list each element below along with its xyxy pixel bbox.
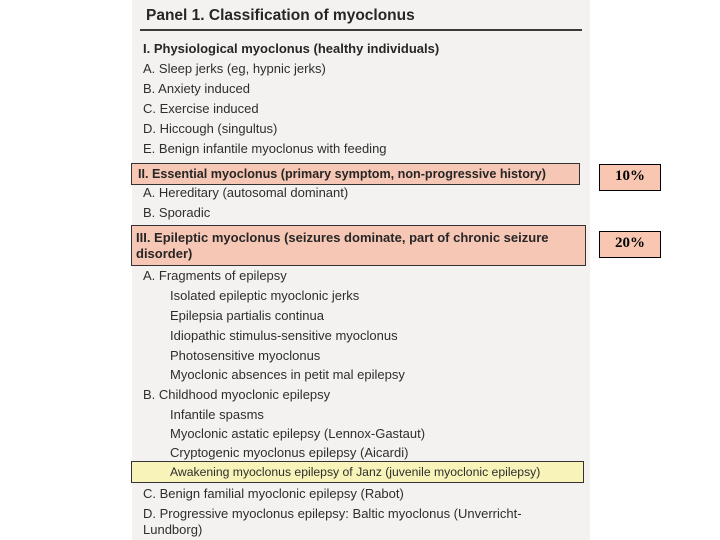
list-item: B. Childhood myoclonic epilepsy xyxy=(143,387,331,402)
list-item: Myoclonic astatic epilepsy (Lennox-Gastaut) xyxy=(170,426,426,441)
list-item: A. Fragments of epilepsy xyxy=(143,268,287,283)
list-item: Isolated epileptic myoclonic jerks xyxy=(170,288,360,303)
list-item: Epilepsia partialis continua xyxy=(170,308,324,323)
section-epileptic-heading: III. Epileptic myoclonus (seizures dominate, part of chronic seizure disorder) xyxy=(136,230,549,261)
list-item: C. Exercise induced xyxy=(143,101,259,116)
section-physiological-heading: I. Physiological myoclonus (healthy individuals) xyxy=(143,41,440,56)
list-item: Myoclonic absences in petit mal epilepsy xyxy=(170,367,405,382)
list-item: D. Hiccough (singultus) xyxy=(143,121,278,136)
epileptic-percentage-badge: 20% xyxy=(599,231,661,258)
list-item: Idiopathic stimulus-sensitive myoclonus xyxy=(170,328,398,343)
list-item: Infantile spasms xyxy=(170,407,264,422)
essential-percentage-badge: 10% xyxy=(599,164,661,191)
panel-title: Panel 1. Classification of myoclonus xyxy=(146,7,415,24)
section-essential-heading: II. Essential myoclonus (primary symptom, non-progressive history) xyxy=(138,167,546,181)
list-item: Photosensitive myoclonus xyxy=(170,348,321,363)
list-item: A. Sleep jerks (eg, hypnic jerks) xyxy=(143,61,326,76)
list-item: Awakening myoclonus epilepsy of Janz (juvenile myoclonic epilepsy) xyxy=(170,465,541,479)
list-item: B. Anxiety induced xyxy=(143,81,250,96)
list-item: B. Sporadic xyxy=(143,205,211,220)
list-item: E. Benign infantile myoclonus with feeding xyxy=(143,141,387,156)
list-item: D. Progressive myoclonus epilepsy: Baltic myoclonus (Unverricht-Lundborg) xyxy=(143,506,522,537)
list-item: C. Benign familial myoclonic epilepsy (Rabot) xyxy=(143,486,404,501)
list-item: Cryptogenic myoclonus epilepsy (Aicardi) xyxy=(170,445,409,460)
list-item: A. Hereditary (autosomal dominant) xyxy=(143,185,349,200)
title-divider xyxy=(140,29,582,31)
